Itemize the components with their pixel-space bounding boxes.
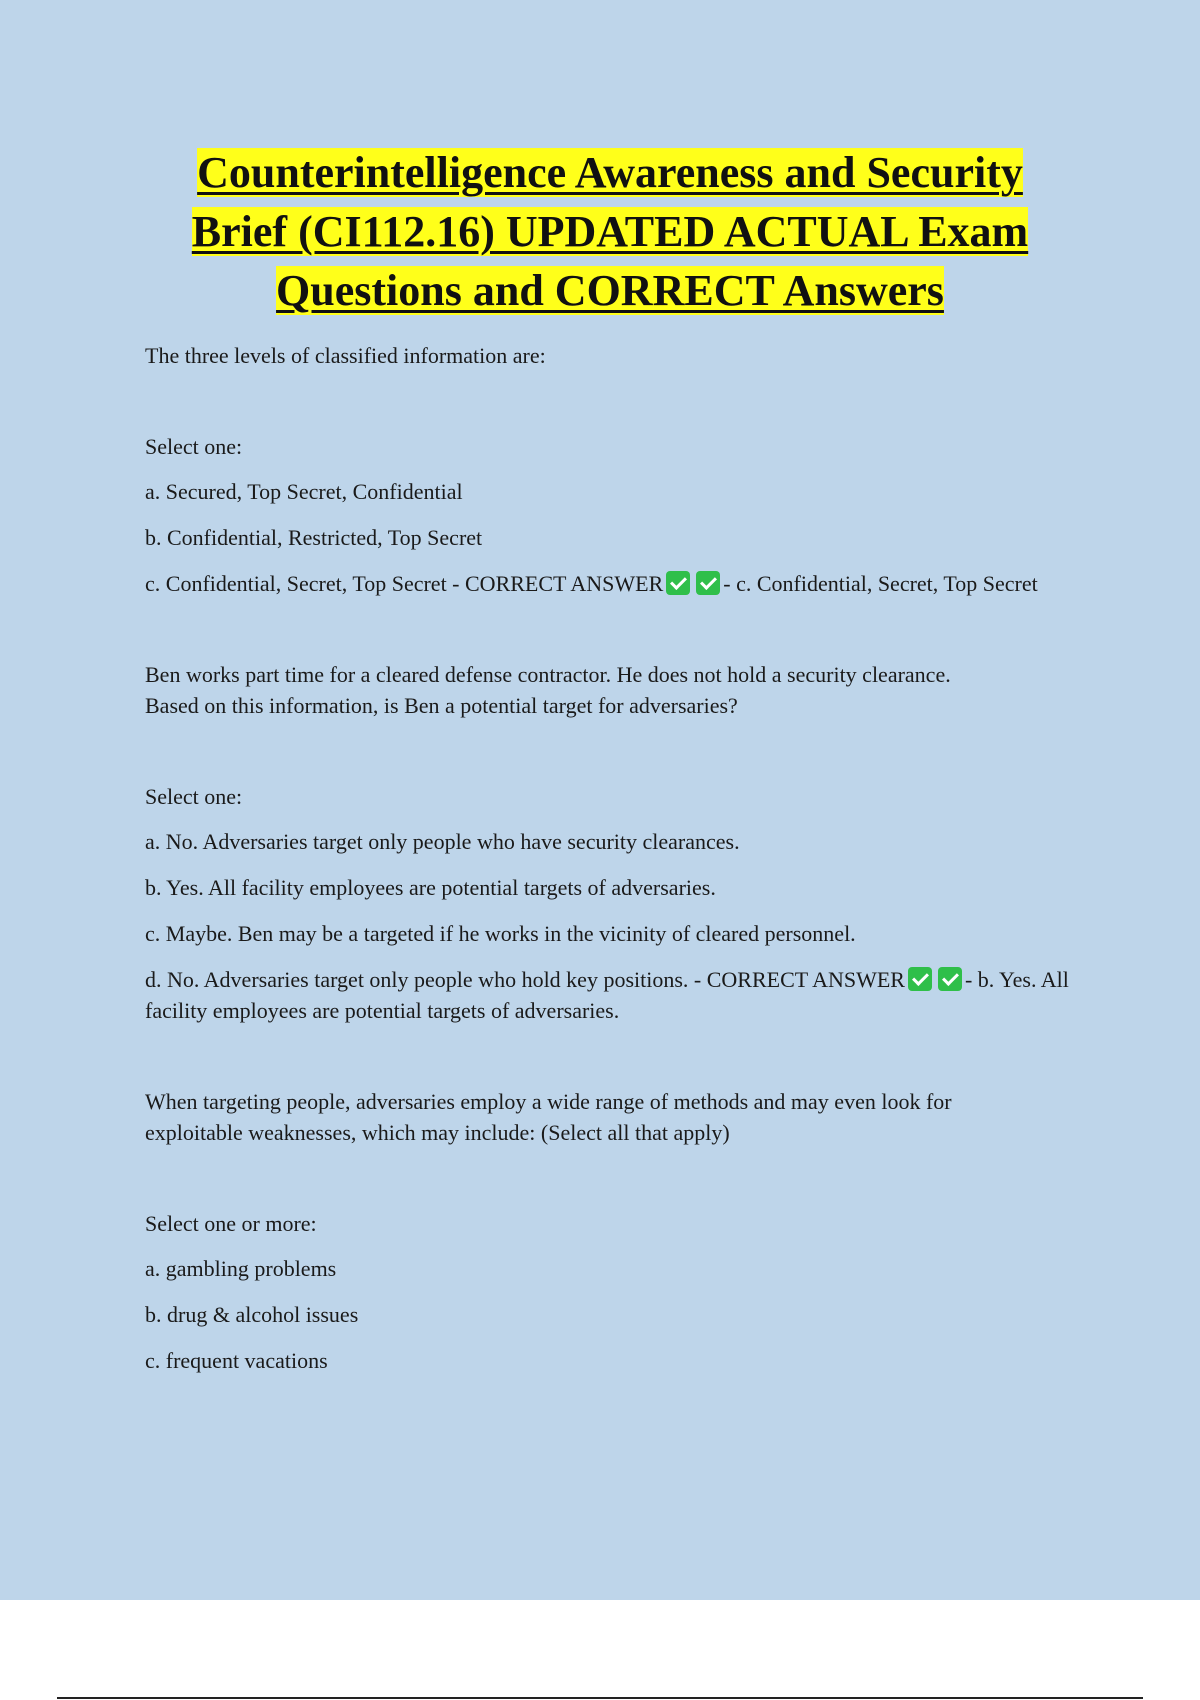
answer-line bbox=[145, 964, 1095, 1026]
question-text bbox=[145, 1086, 1095, 1148]
footer-divider bbox=[57, 1697, 1143, 1699]
question-block-1 bbox=[145, 340, 1095, 599]
title-line-1: Counterintelligence Awareness and Security bbox=[197, 148, 1023, 197]
check-icon bbox=[938, 967, 962, 991]
select-label: Select one: bbox=[145, 434, 243, 459]
option-a: a. gambling problems bbox=[145, 1256, 337, 1281]
question-text bbox=[145, 659, 1095, 721]
check-icon bbox=[908, 967, 932, 991]
check-icon bbox=[696, 571, 720, 595]
check-icon bbox=[666, 571, 690, 595]
answer-suffix: - c. Confidential, Secret, Top Secret bbox=[723, 571, 1038, 596]
option-a: a. No. Adversaries target only people who have security clearances. bbox=[145, 829, 740, 854]
question-text-line-2: exploitable weaknesses, which may include: (Select all that apply) bbox=[145, 1120, 730, 1145]
document-body bbox=[145, 340, 1095, 1376]
title-line-2: Brief (CI112.16) UPDATED ACTUAL Exam bbox=[191, 207, 1029, 256]
option-c: c. Maybe. Ben may be a targeted if he works in the vicinity of cleared personnel. bbox=[145, 921, 856, 946]
title-line-3: Questions and CORRECT Answers bbox=[276, 266, 944, 315]
question-text-line-1: Ben works part time for a cleared defense contractor. He does not hold a security clearance. bbox=[145, 662, 951, 687]
answer-line bbox=[145, 568, 1095, 599]
option-b: b. Confidential, Restricted, Top Secret bbox=[145, 525, 483, 550]
answer-prefix: d. No. Adversaries target only people who hold key positions. - CORRECT ANSWER bbox=[145, 967, 905, 992]
answer-suffix: - b. Yes. All facility employees are potential targets of adversaries. bbox=[145, 967, 1069, 1023]
select-label: Select one: bbox=[145, 784, 243, 809]
question-block-2 bbox=[145, 659, 1095, 1026]
question-text-line-2: Based on this information, is Ben a potential target for adversaries? bbox=[145, 693, 738, 718]
question-block-3 bbox=[145, 1086, 1095, 1376]
option-b: b. Yes. All facility employees are potential targets of adversaries. bbox=[145, 875, 716, 900]
document-title bbox=[120, 143, 1100, 320]
question-text-line-1: When targeting people, adversaries employ a wide range of methods and may even look for bbox=[145, 1089, 952, 1114]
option-b: b. drug & alcohol issues bbox=[145, 1302, 359, 1327]
option-c: c. frequent vacations bbox=[145, 1348, 328, 1373]
option-a: a. Secured, Top Secret, Confidential bbox=[145, 479, 463, 504]
answer-prefix: c. Confidential, Secret, Top Secret - CORRECT ANSWER bbox=[145, 571, 664, 596]
select-label: Select one or more: bbox=[145, 1211, 317, 1236]
question-text: The three levels of classified information are: bbox=[145, 343, 546, 368]
